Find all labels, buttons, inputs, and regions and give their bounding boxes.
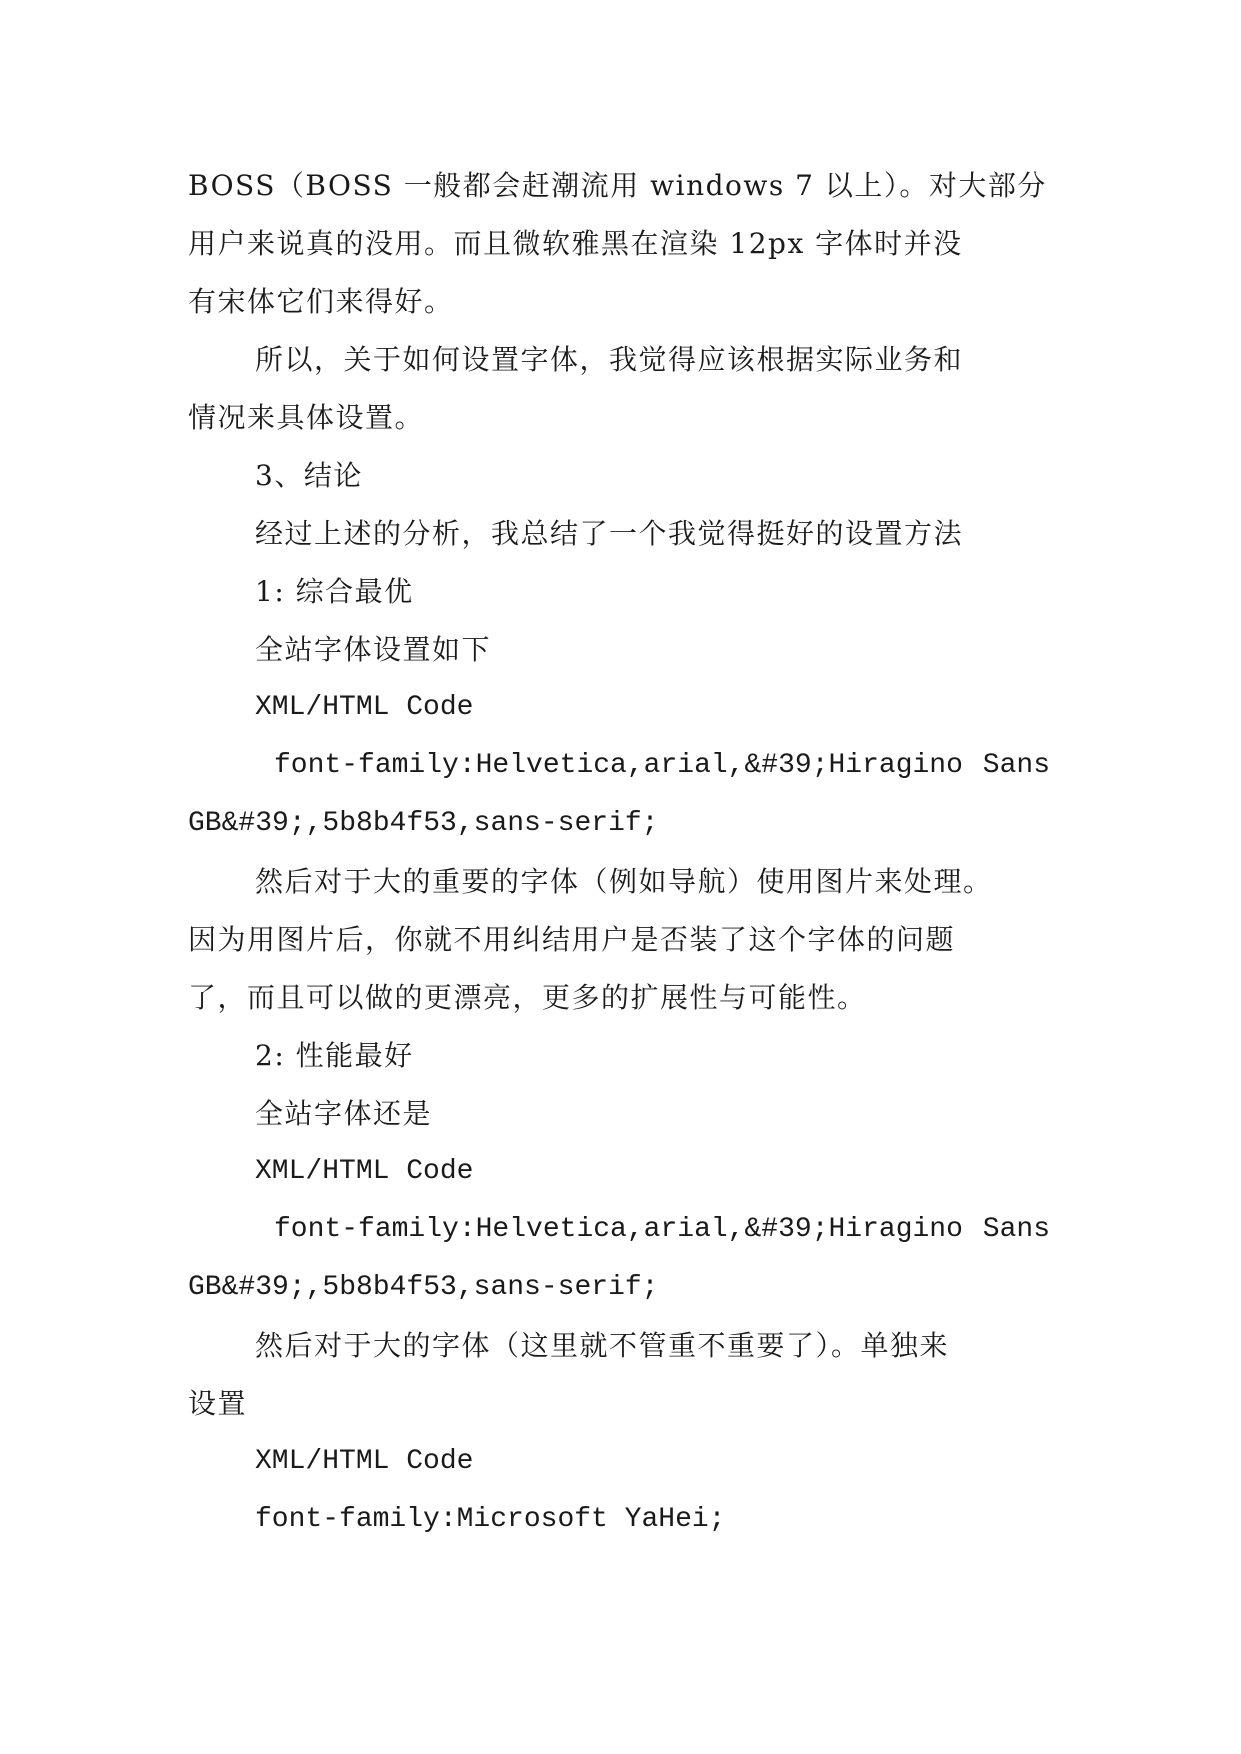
paragraph-line: 所以，关于如何设置字体，我觉得应该根据实际业务和 [255, 343, 964, 376]
paragraph-line: 情况来具体设置。 [188, 401, 425, 434]
code-label: XML/HTML Code [255, 1446, 474, 1477]
subsection-heading: 2: 性能最好 [255, 1039, 414, 1072]
section-heading: 3、结论 [255, 459, 363, 492]
code-line: GB&#39;,5b8b4f53,sans-serif; [188, 808, 659, 839]
paragraph-line: 设置 [188, 1387, 248, 1420]
paragraph-line: 然后对于大的重要的字体（例如导航）使用图片来处理。 [255, 865, 993, 898]
paragraph-line: 有宋体它们来得好。 [188, 285, 454, 318]
paragraph-line: 全站字体设置如下 [255, 633, 492, 666]
document-body [188, 157, 1050, 1549]
code-text: font-family:Helvetica,arial,&#39;Hiragino [274, 750, 963, 781]
code-text: Sans [982, 750, 1050, 781]
paragraph-line: 全站字体还是 [255, 1097, 433, 1130]
code-line [188, 1201, 1050, 1259]
code-label: XML/HTML Code [255, 692, 474, 723]
code-text: font-family:Helvetica,arial,&#39;Hiragino [274, 1214, 963, 1245]
paragraph-line: 经过上述的分析，我总结了一个我觉得挺好的设置方法 [255, 517, 964, 550]
code-line: GB&#39;,5b8b4f53,sans-serif; [188, 1272, 659, 1303]
paragraph-line: 了，而且可以做的更漂亮，更多的扩展性与可能性。 [188, 981, 867, 1014]
paragraph-line: 因为用图片后，你就不用纠结用户是否装了这个字体的问题 [188, 923, 956, 956]
paragraph-line: BOSS（BOSS 一般都会赶潮流用 windows 7 以上）。对大部分 [188, 169, 1047, 202]
code-line [188, 737, 1050, 795]
code-label: XML/HTML Code [255, 1156, 474, 1187]
paragraph-line: 用户来说真的没用。而且微软雅黑在渲染 12px 字体时并没 [188, 227, 963, 260]
subsection-heading: 1: 综合最优 [255, 575, 414, 608]
code-text: Sans [982, 1214, 1050, 1245]
paragraph-line: 然后对于大的字体（这里就不管重不重要了）。单独来 [255, 1329, 950, 1362]
code-line: font-family:Microsoft YaHei; [255, 1504, 726, 1535]
